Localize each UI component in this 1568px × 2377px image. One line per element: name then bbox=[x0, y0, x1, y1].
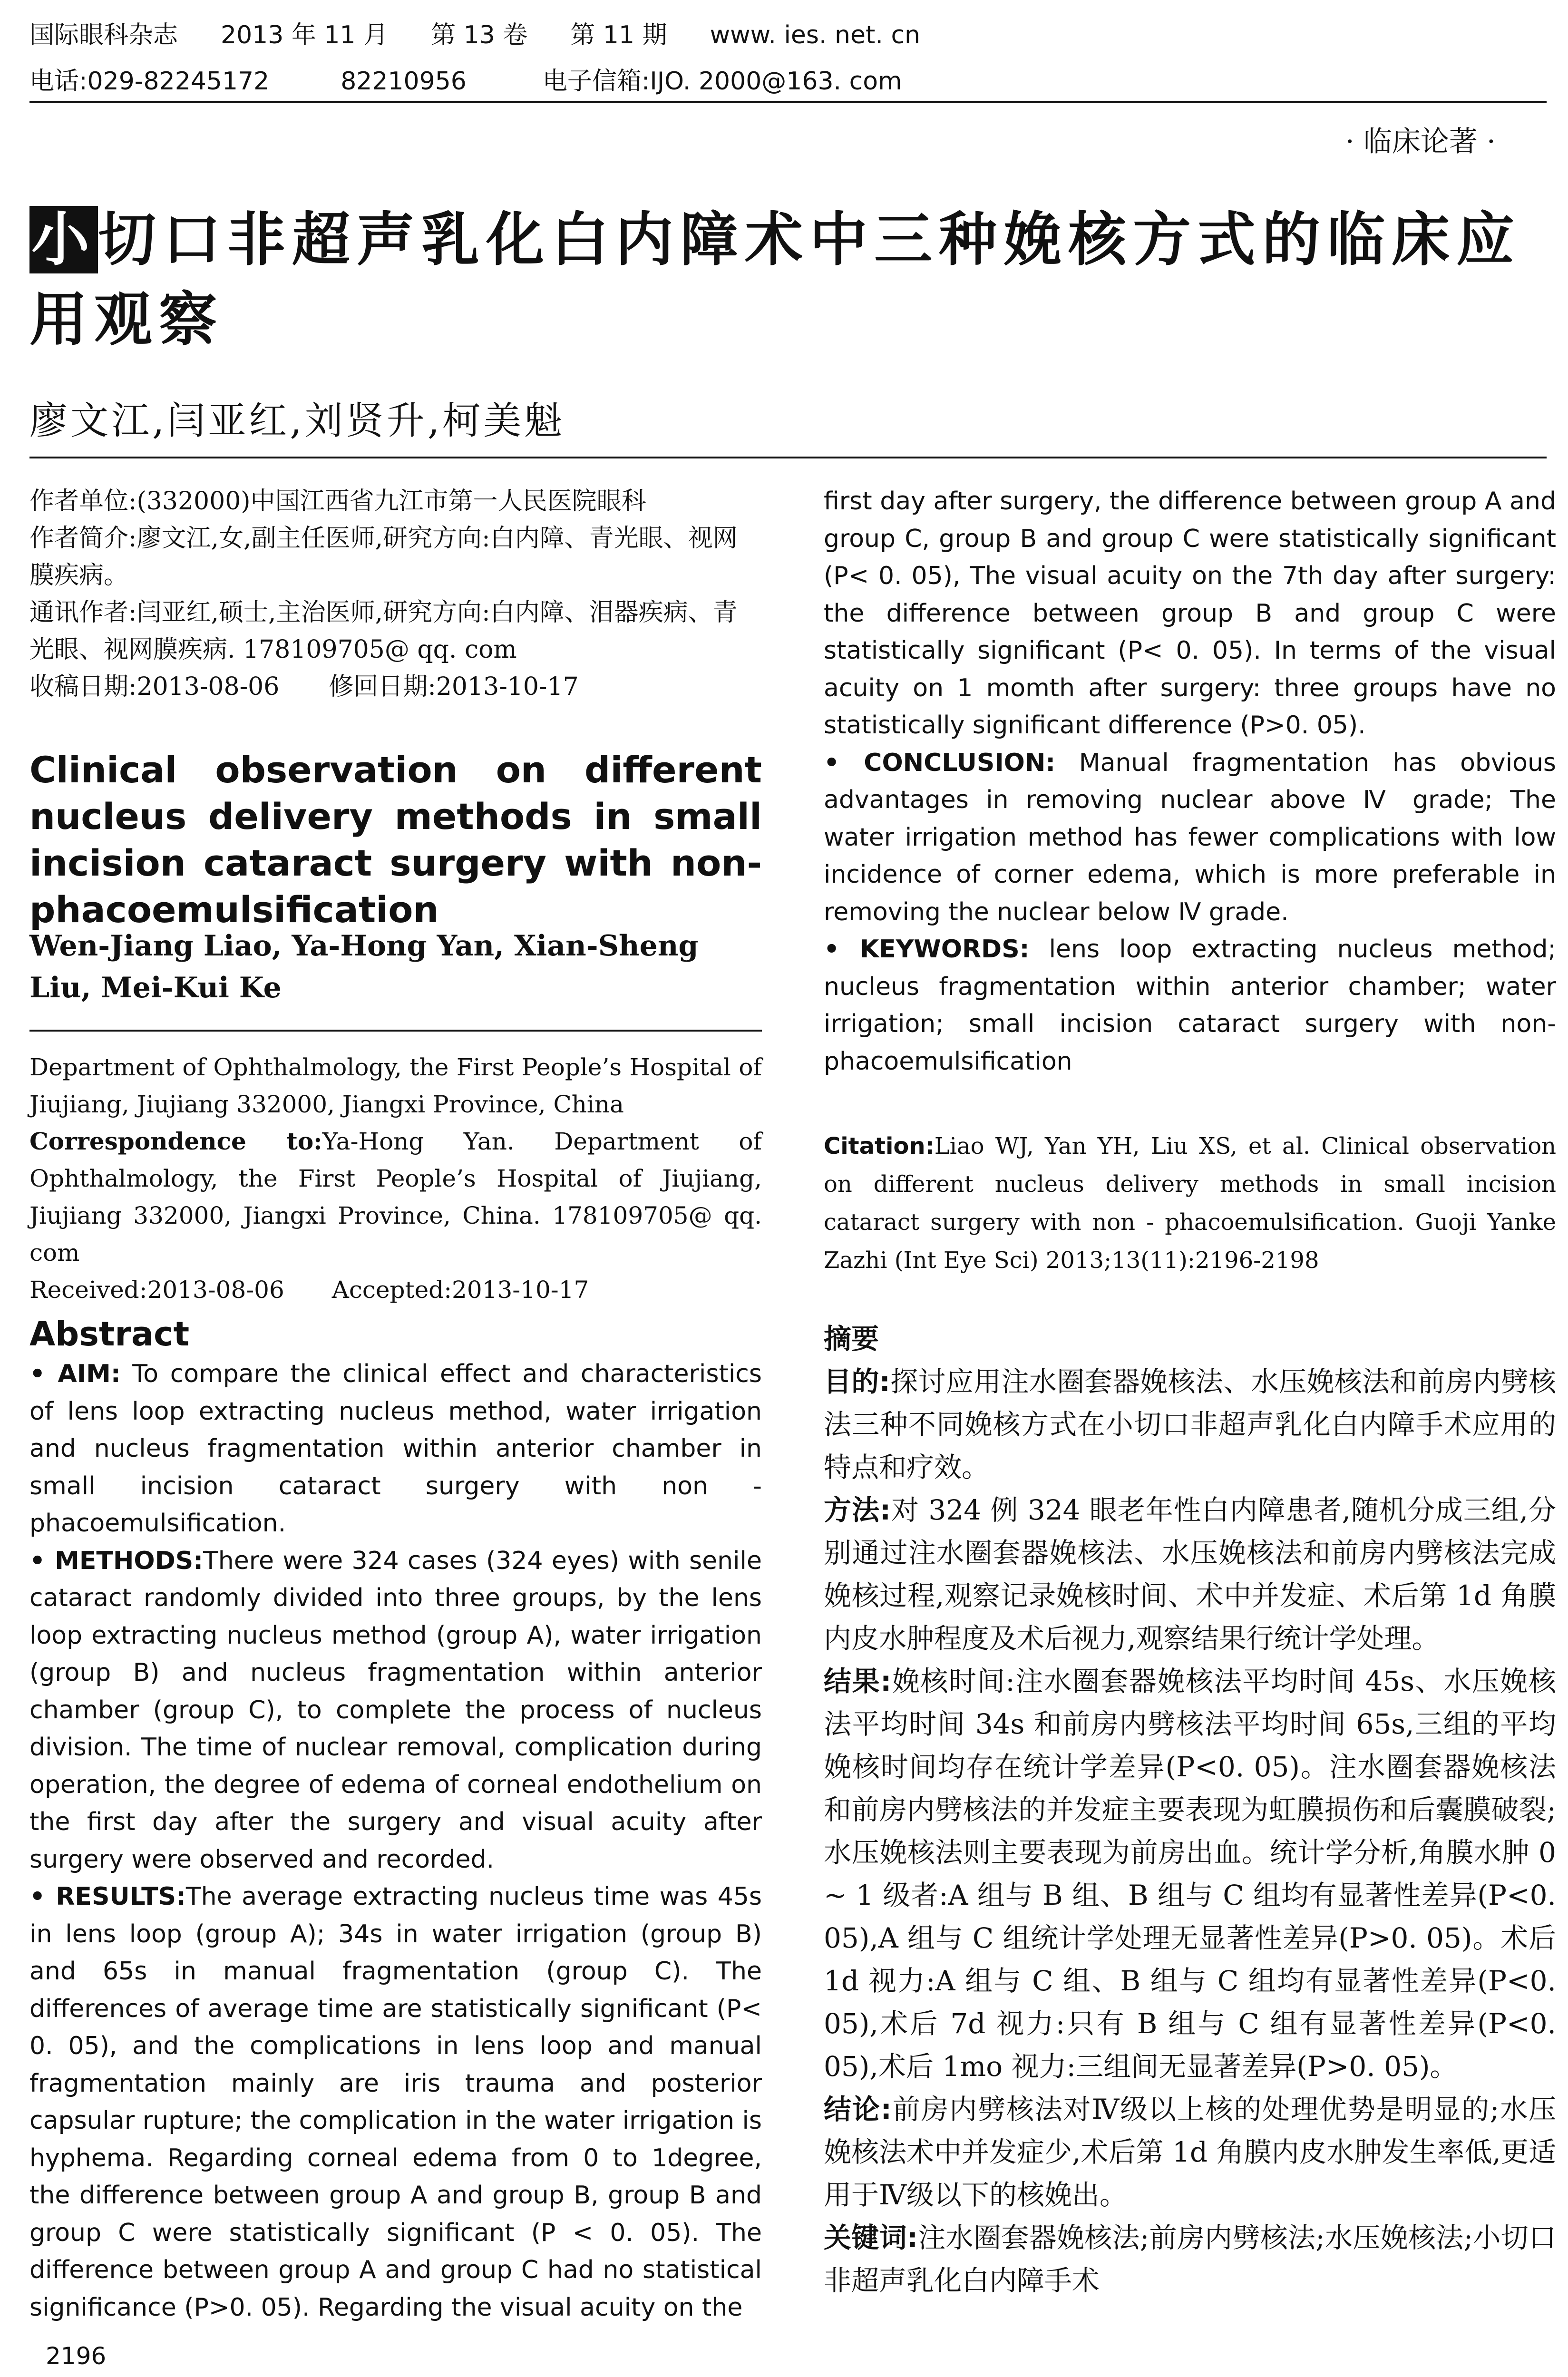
abstract-en-left bbox=[29, 1313, 762, 2326]
journal-header-line1 bbox=[29, 18, 963, 52]
author-affiliation: 作者单位:(332000)中国江西省九江市第一人民医院眼科 bbox=[29, 487, 646, 516]
cn-aim-label: 目的: bbox=[824, 1365, 890, 1398]
keywords-label: • KEYWORDS: bbox=[824, 935, 1030, 964]
cn-aim-text: 探讨应用注水圈套器娩核法、水压娩核法和前房内劈核法三种不同娩核方式在小切口非超声乳化白内障手术应用的特点和疗效。 bbox=[824, 1365, 1556, 1483]
cn-results-label: 结果: bbox=[824, 1665, 892, 1697]
received-date-cn: 收稿日期:2013-08-06 修回日期:2013-10-17 bbox=[29, 672, 579, 701]
issue-date: 2013 年 11 月 bbox=[221, 21, 389, 49]
aim-text: To compare the clinical effect and characteristics of lens loop extracting nucleus method, water irrigation and nucleus fragmentation within anterior chamber in small incision cataract surgery with non - phacoemulsification. bbox=[29, 1360, 762, 1538]
author-info bbox=[29, 483, 762, 705]
correspondence-label: Correspondence to: bbox=[29, 1127, 322, 1155]
citation-block bbox=[824, 1127, 1556, 1279]
english-authors-block bbox=[29, 925, 762, 1009]
results-label: • RESULTS: bbox=[29, 1882, 186, 1911]
aim-label: • AIM: bbox=[29, 1360, 121, 1388]
cn-keywords-text: 注水圈套器娩核法;前房内劈核法;水压娩核法;小切口非超声乳化白内障手术 bbox=[824, 2221, 1556, 2297]
authors-cn: 廖文江,闫亚红,刘贤升,柯美魁 bbox=[29, 399, 565, 443]
department-block bbox=[29, 1049, 762, 1308]
conclusion-label: • CONCLUSION: bbox=[824, 748, 1056, 777]
journal-name: 国际眼科杂志 bbox=[29, 21, 178, 49]
author-bio: 作者简介:廖文江,女,副主任医师,研究方向:白内障、青光眼、视网膜疾病。 bbox=[29, 524, 738, 590]
methods-label: • METHODS: bbox=[29, 1546, 204, 1575]
methods-text: There were 324 cases (324 eyes) with senile cataract randomly divided into three groups, by the lens loop extracting nucleus method (group A), water irrigation (group B) and nucleus fragmentation within anterior chamber (group C), to complete the process of nucleus division. The time of nuclear removal, complication during operation, the degree of edema of corneal endothelium on the first day after the surgery and visual acuity after surgery were observed and recorded. bbox=[29, 1546, 762, 1874]
website-link[interactable]: www. ies. net. cn bbox=[710, 21, 920, 49]
cn-abstract-heading: 摘要 bbox=[824, 1323, 879, 1355]
journal-header-line2 bbox=[29, 64, 945, 98]
section-tag: · 临床论著 · bbox=[1345, 125, 1496, 158]
title-divider bbox=[29, 457, 1547, 458]
corresponding-author: 通讯作者:闫亚红,硕士,主治医师,研究方向:白内障、泪器疾病、青光眼、视网膜疾病. 178109705@ qq. com bbox=[29, 598, 738, 664]
citation-label: Citation: bbox=[824, 1133, 935, 1159]
department: Department of Ophthalmology, the First People’s Hospital of Jiujiang, Jiujiang 332000, Jiangxi Province, China bbox=[29, 1053, 762, 1118]
cn-results-text: 娩核时间:注水圈套器娩核法平均时间 45s、水压娩核法平均时间 34s 和前房内劈核法平均时间 65s,三组的平均娩核时间均存在统计学差异(P<0. 05)。注水圈套器娩核法和前房内劈核法的并发症主要表现为虹膜损伤和后囊膜破裂;水压娩核法则主要表现为前房出血。统计学分析,角膜水肿 0 ~ 1 级者:A 组与 B 组、B 组与 C 组均有显著性差异(P<0. 05),A 组与 C 组统计学处理无显著性差异(P>0. 05)。术后 1d 视力:A 组与 C 组、B 组与 C 组均有显著性差异(P<0. 05),术后 7d 视力:只有 B 组与 C 组有显著性差异(P<0. 05),术后 1mo 视力:三组间无显著差异(P>0. 05)。 bbox=[824, 1665, 1556, 2083]
authors-divider bbox=[29, 1030, 762, 1032]
abstract-heading: Abstract bbox=[29, 1315, 190, 1354]
correspondence: Ya-Hong Yan. Department of Ophthalmology, the First People’s Hospital of Jiujiang, Jiujiang 332000, Jiangxi Province, China. 178109705@ qq. com bbox=[29, 1128, 762, 1266]
keywords-text: lens loop extracting nucleus method; nucleus fragmentation within anterior chamber; water irrigation; small incision cataract surgery with non-phacoemulsification bbox=[824, 935, 1556, 1076]
abstract-cn bbox=[824, 1317, 1556, 2302]
results-continued: first day after surgery, the difference between group A and group C, group B and group C were statistically significant (P< 0. 05), The visual acuity on the 7th day after surgery: the difference between group B and group C were statistically significant (P< 0. 05). In terms of the visual acuity on 1 momth after surgery: three groups have no statistically significant difference (P>0. 05). bbox=[824, 487, 1556, 740]
english-title-block bbox=[29, 747, 762, 933]
phone: 电话:029-82245172 bbox=[29, 67, 270, 96]
english-title: Clinical observation on different nucleus delivery methods in small incision cataract surgery with non-phacoemulsification bbox=[29, 749, 762, 931]
issue: 第 11 期 bbox=[570, 21, 667, 49]
title-first-char: 小 bbox=[29, 206, 98, 273]
article-title bbox=[29, 200, 1547, 360]
page-number: 2196 bbox=[46, 2342, 107, 2370]
results-text: The average extracting nucleus time was 45s in lens loop (group A); 34s in water irrigation (group B) and 65s in manual fragmentation (group C). The differences of average time are statistically significant (P< 0. 05), and the complications in lens loop and manual fragmentation mainly are iris trauma and posterior capsular rupture; the complication in the water irrigation is hyphema. Regarding corneal edema from 0 to 1degree, the difference between group A and group B, group B and group C were statistically significant (P < 0. 05). The difference between group A and group C had no statistical significance (P>0. 05). Regarding the visual acuity on the bbox=[29, 1882, 762, 2322]
cn-keywords-label: 关键词: bbox=[824, 2221, 918, 2254]
header-divider bbox=[29, 101, 1547, 103]
conclusion-text: Manual fragmentation has obvious advantages in removing nuclear above Ⅳ grade; The water irrigation method has fewer complications with low incidence of corner edema, which is more preferable in removing the nuclear below Ⅳ grade. bbox=[824, 748, 1557, 926]
cn-conclusion-label: 结论: bbox=[824, 2093, 892, 2125]
english-authors: Wen-Jiang Liao, Ya-Hong Yan, Xian-Sheng Liu, Mei-Kui Ke bbox=[29, 929, 699, 1004]
cn-methods-label: 方法: bbox=[824, 1494, 891, 1526]
email-link[interactable]: 电子信箱:IJO. 2000@163. com bbox=[542, 67, 902, 96]
citation-text: Liao WJ, Yan YH, Liu XS, et al. Clinical observation on different nucleus delivery methods in small incision cataract surgery with non - phacoemulsification. Guoji Yanke Zazhi (Int Eye Sci) 2013;13(11):2196-2198 bbox=[824, 1133, 1556, 1274]
title-rest: 切口非超声乳化白内障术中三种娩核方式的临床应用观察 bbox=[29, 206, 1521, 353]
abstract-en-right bbox=[824, 483, 1556, 1080]
phone2: 82210956 bbox=[341, 67, 467, 96]
received-accepted: Received:2013-08-06 Accepted:2013-10-17 bbox=[29, 1276, 589, 1304]
volume: 第 13 卷 bbox=[431, 21, 528, 49]
cn-conclusion-text: 前房内劈核法对Ⅳ级以上核的处理优势是明显的;水压娩核法术中并发症少,术后第 1d 角膜内皮水肿发生率低,更适用于Ⅳ级以下的核娩出。 bbox=[824, 2093, 1556, 2211]
cn-methods-text: 对 324 例 324 眼老年性白内障患者,随机分成三组,分别通过注水圈套器娩核法、水压娩核法和前房内劈核法完成娩核过程,观察记录娩核时间、术中并发症、术后第 1d 角膜内皮水肿程度及术后视力,观察结果行统计学处理。 bbox=[824, 1494, 1556, 1655]
